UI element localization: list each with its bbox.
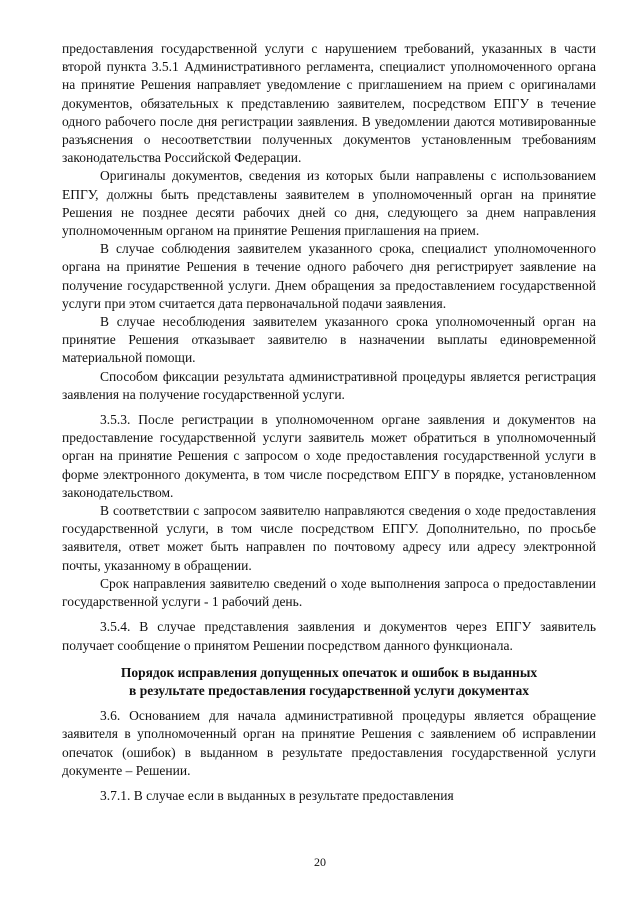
paragraph-3-5-3: 3.5.3. После регистрации в уполномоченном органе заявления и документов на предоставление государственной услуги заявитель может обратиться в уполномоченный орган на принятие Решения с запросом о ходе предоставления государственной услуги в форме электронного документа, в том числе посредством ЕПГУ в порядке, установленном законодательством.: [62, 412, 596, 500]
section-heading-line-1: Порядок исправления допущенных опечаток и ошибок в выданных: [120, 664, 538, 680]
paragraph-deadline-missed: В случае несоблюдения заявителем указанного срока уполномоченный орган на принятие Решения отказывает заявителю в назначении выплаты единовременной материальной помощи.: [62, 314, 596, 366]
paragraph-continuation: предоставления государственной услуги с нарушением требований, указанных в части второй пункта 3.5.1 Административного регламента, специалист уполномоченного органа на принятие Решения направляет уведомление с приглашением на прием с оригиналами документов, обязательных к представлению заявителем, посредством ЕПГУ в течение одного рабочего после дня регистрации заявления. В уведомлении даются мотивированные разъяснения о несоответствии полученных документов установленным требованиям законодательства Российской Федерации.: [62, 41, 596, 166]
paragraph-response-term: Срок направления заявителю сведений о ходе выполнения запроса о предоставлении государственной услуги - 1 рабочий день.: [62, 575, 596, 610]
paragraph-3-7-1: 3.7.1. В случае если в выданных в результате предоставления: [100, 787, 454, 803]
section-heading-line-2: в результате предоставления государственной услуги документах: [129, 682, 529, 698]
paragraph-3-5-4: 3.5.4. В случае представления заявления и документов через ЕПГУ заявитель получает сообщение о принятом Решении посредством данного функционала.: [62, 619, 596, 653]
document-body: [62, 40, 596, 805]
paragraph-3-6: 3.6. Основанием для начала административной процедуры является обращение заявителя в уполномоченный орган на принятие Решения с заявлением об исправлении опечаток (ошибок) в выданном в результате предоставления государственной услуги документе – Решении.: [62, 708, 596, 778]
paragraph-originals: Оригиналы документов, сведения из которых были направлены с использованием ЕПГУ, должны быть представлены заявителем в уполномоченный орган на принятие Решения не позднее десяти рабочих дней со дня, следующего за днем направления уполномоченным органом на принятие Решения приглашения на прием.: [62, 168, 596, 239]
paragraph-deadline-met: В случае соблюдения заявителем указанного срока, специалист уполномоченного органа на принятие Решения в течение одного рабочего дня регистрирует заявление на получение государственной услуги. Днем обращения за предоставлением государственной услуги при этом считается дата первоначальной подачи заявления.: [62, 241, 596, 311]
page-number: 20: [314, 855, 326, 869]
paragraph-fixation-method: Способом фиксации результата административной процедуры является регистрация заявления на получение государственной услуги.: [62, 368, 596, 402]
paragraph-request-info: В соответствии с запросом заявителю направляются сведения о ходе предоставления государственной услуги, в том числе посредством ЕПГУ. Дополнительно, по просьбе заявителя, ответ может быть направлен по почтовому адресу или адресу электронной почты, указанному в обращении.: [62, 503, 596, 573]
section-heading: [62, 664, 596, 700]
